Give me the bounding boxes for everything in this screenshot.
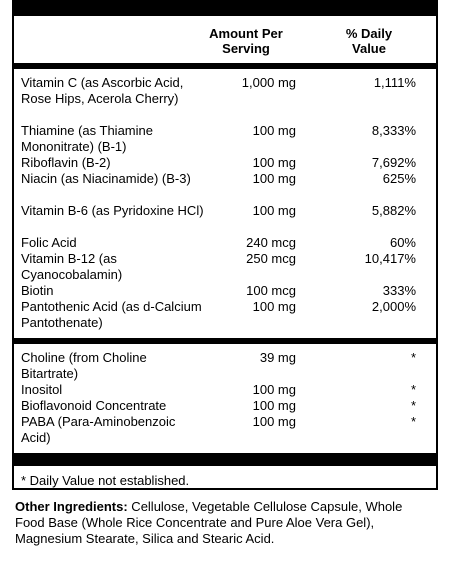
header-thick-rule xyxy=(14,63,436,69)
nutrient-name: Riboflavin (B-2) xyxy=(21,155,111,170)
nutrient-name: Thiamine (as Thiamine Mononitrate) (B-1) xyxy=(21,123,153,154)
nutrient-dv: 5,882% xyxy=(371,203,416,218)
nutrient-name: Vitamin B-12 (as Cyanocobalamin) xyxy=(21,251,123,282)
daily-value-header: % Daily Value xyxy=(345,26,393,56)
nutrient-amount: 1,000 mg xyxy=(241,75,296,90)
nutrient-amount: 39 mg xyxy=(259,350,296,365)
nutrient-amount: 100 mg xyxy=(252,398,296,413)
nutrient-name: Choline (from Choline Bitartrate) xyxy=(21,350,147,381)
nutrient-dv: * xyxy=(410,350,416,365)
nutrient-amount: 100 mg xyxy=(252,414,296,429)
nutrient-dv: * xyxy=(410,398,416,413)
nutrient-amount: 250 mcg xyxy=(246,251,296,266)
nutrient-amount: 100 mg xyxy=(252,299,296,314)
other-ingredients-label: Other Ingredients: xyxy=(15,499,128,514)
bottom-thick-bar xyxy=(14,453,436,466)
footnote: * Daily Value not established. xyxy=(21,473,190,488)
nutrient-amount: 100 mg xyxy=(252,203,296,218)
nutrient-dv: 333% xyxy=(382,283,416,298)
amount-per-serving-header: Amount Per Serving xyxy=(209,26,283,56)
nutrient-name: Vitamin B-6 (as Pyridoxine HCl) xyxy=(21,203,204,218)
top-black-bar xyxy=(14,0,436,16)
nutrient-amount: 100 mcg xyxy=(246,283,296,298)
nutrient-dv: * xyxy=(410,382,416,397)
nutrient-dv: 7,692% xyxy=(371,155,416,170)
nutrient-dv: 625% xyxy=(382,171,416,186)
nutrient-name: Inositol xyxy=(21,382,63,397)
nutrient-name: Folic Acid xyxy=(21,235,77,250)
section-thick-rule xyxy=(14,338,436,344)
nutrient-amount: 100 mg xyxy=(252,171,296,186)
other-ingredients xyxy=(15,499,435,547)
nutrient-name: Pantothenic Acid (as d-Calcium Pantothenate) xyxy=(21,299,202,330)
nutrient-dv: 60% xyxy=(389,235,416,250)
nutrient-dv: 10,417% xyxy=(364,251,416,266)
nutrient-name: Vitamin C (as Ascorbic Acid, Rose Hips, Acerola Cherry) xyxy=(21,75,184,106)
nutrient-dv: 2,000% xyxy=(371,299,416,314)
nutrient-amount: 100 mg xyxy=(252,155,296,170)
nutrient-name: Bioflavonoid Concentrate xyxy=(21,398,167,413)
nutrient-name: Niacin (as Niacinamide) (B-3) xyxy=(21,171,191,186)
nutrient-amount: 240 mcg xyxy=(246,235,296,250)
nutrient-name: Biotin xyxy=(21,283,54,298)
supplement-facts-panel xyxy=(12,0,438,490)
nutrient-dv: * xyxy=(410,414,416,429)
nutrient-amount: 100 mg xyxy=(252,382,296,397)
other-ingredients-text: Cellulose, Vegetable Cellulose Capsule, Whole Food Base (Whole Rice Concentrate and Pure Aloe Vera Gel), Magnesium Stearate, Silica and Stearic Acid. xyxy=(15,499,403,546)
nutrient-amount: 100 mg xyxy=(252,123,296,138)
nutrient-dv: 8,333% xyxy=(371,123,416,138)
nutrient-name: PABA (Para-Aminobenzoic Acid) xyxy=(21,414,176,445)
nutrient-dv: 1,111% xyxy=(373,75,416,90)
